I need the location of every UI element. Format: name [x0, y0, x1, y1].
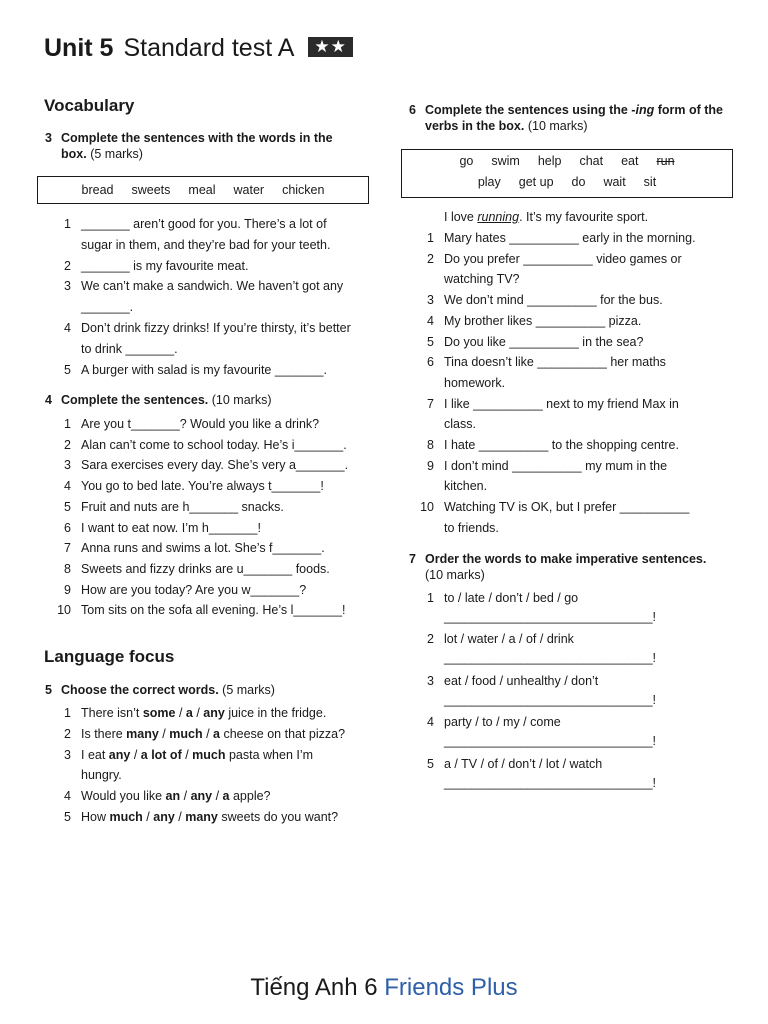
difficulty-stars: ★★: [308, 37, 352, 57]
item-text: _______ aren’t good for you. There’s a lot of: [81, 217, 327, 231]
item-number: 1: [427, 231, 434, 245]
item-number: 1: [427, 591, 434, 605]
answer-line: ______________________________!: [444, 692, 657, 707]
item-text: Fruit and nuts are h_______ snacks.: [81, 499, 284, 514]
item-number: 4: [427, 313, 434, 328]
word-box-row: [38, 183, 368, 197]
instruction-text: Complete the sentences.: [61, 393, 209, 407]
item-text-pre: Would you like: [81, 789, 166, 804]
option-separator: /: [130, 747, 141, 762]
option-separator: /: [181, 747, 193, 762]
box-word: go: [459, 154, 474, 168]
word-box-3: [37, 176, 369, 204]
marks-label: (5 marks): [90, 147, 143, 161]
exercise-3-instruction: [45, 130, 351, 162]
item-text: You go to bed late. You’re always t_______!: [81, 479, 324, 494]
option-word: much: [109, 810, 143, 824]
item-number: 5: [427, 756, 434, 771]
list-item-continuation: _______.: [81, 300, 134, 315]
item-number: 10: [420, 500, 434, 515]
box-word: sweets: [131, 183, 171, 197]
marks-label: (10 marks): [527, 119, 588, 133]
answer-line: ______________________________!: [444, 775, 657, 790]
option-word: a: [222, 789, 230, 804]
item-text-post: juice in the fridge.: [224, 706, 327, 720]
item-number: 1: [64, 217, 71, 231]
option-word: many: [185, 810, 218, 824]
box-word: water: [233, 183, 265, 197]
item-text: I hate __________ to the shopping centre.: [444, 438, 679, 452]
box-word: play: [477, 175, 501, 189]
exercise-4-instruction: [45, 392, 361, 408]
item-number: 1: [64, 417, 71, 431]
item-text: My brother likes __________ pizza.: [444, 313, 642, 328]
item-number: 9: [427, 458, 434, 473]
box-word: swim: [491, 154, 520, 168]
item-number: 3: [64, 747, 71, 762]
list-item-continuation: to drink _______.: [81, 341, 178, 356]
option-word: much: [192, 747, 226, 762]
item-number: 7: [64, 541, 71, 556]
item-text-pre: How: [81, 810, 110, 824]
instruction-text: Choose the correct words.: [61, 683, 219, 697]
item-text: Alan can’t come to school today. He’s i_______.: [81, 437, 347, 452]
exercise-number: 6: [409, 103, 416, 117]
box-word: eat: [621, 154, 639, 168]
item-text: We don’t mind __________ for the bus.: [444, 293, 663, 308]
item-number: 4: [64, 479, 71, 494]
footer-text: Tiếng Anh 6: [250, 974, 385, 1001]
box-word: do: [571, 175, 586, 189]
item-text: A burger with salad is my favourite _______.: [81, 362, 327, 377]
box-word: chicken: [282, 183, 325, 197]
item-text: I like __________ next to my friend Max in: [444, 396, 679, 411]
instruction-text: Complete the sentences with the words in the box.: [61, 131, 333, 161]
list-item-continuation: watching TV?: [444, 272, 520, 287]
list-item-continuation: hungry.: [81, 768, 122, 783]
exercise-5-instruction: [45, 682, 361, 698]
item-number: 2: [427, 632, 434, 647]
example-text: I love: [444, 210, 478, 224]
item-number: 4: [64, 789, 71, 804]
item-text: [81, 788, 271, 804]
example-word: running: [477, 210, 520, 224]
item-number: 2: [427, 251, 434, 266]
exercise-6-example: [444, 209, 648, 225]
item-number: 8: [64, 561, 71, 576]
option-separator: /: [192, 706, 204, 720]
word-box-row-2: [402, 175, 732, 189]
item-number: 2: [64, 437, 71, 452]
unit-label: Unit 5: [44, 34, 114, 62]
box-word: help: [537, 154, 562, 168]
box-word: get up: [518, 175, 554, 189]
example-text: . It’s my favourite sport.: [519, 210, 649, 224]
option-separator: /: [174, 810, 186, 824]
item-text-post: pasta when I’m: [225, 747, 314, 762]
instruction-text: Complete the sentences using the -: [425, 103, 636, 117]
option-word: a: [213, 726, 220, 741]
item-number: 4: [427, 715, 434, 730]
word-box-6: [401, 149, 733, 198]
list-item-continuation: class.: [444, 417, 476, 432]
option-word: a lot of: [140, 747, 182, 762]
box-word-struck: run: [656, 154, 675, 168]
list-item-continuation: kitchen.: [444, 479, 488, 494]
item-text: Anna runs and swims a lot. She’s f_______.: [81, 541, 325, 556]
option-separator: /: [180, 789, 191, 804]
box-word: wait: [603, 175, 626, 189]
list-item-continuation: to friends.: [444, 520, 499, 535]
item-text: Don’t drink fizzy drinks! If you’re thirsty, it’s better: [81, 321, 351, 335]
item-number: 6: [427, 355, 434, 370]
item-text: [81, 747, 313, 763]
item-text: [81, 726, 345, 742]
test-title: Standard test A: [123, 34, 295, 62]
list-item-continuation: homework.: [444, 375, 506, 390]
option-separator: /: [175, 706, 186, 720]
instruction-text: Order the words to make imperative sentences.: [425, 552, 707, 566]
item-number: 5: [427, 334, 434, 349]
exercise-7-instruction: [409, 551, 745, 583]
section-heading-vocabulary: Vocabulary: [44, 96, 135, 115]
item-number: 3: [64, 279, 71, 294]
option-word: some: [142, 706, 176, 720]
item-text-pre: I eat: [81, 747, 109, 762]
exercise-number: 5: [45, 683, 52, 697]
item-number: 3: [427, 673, 434, 688]
section-heading-language-focus: Language focus: [44, 647, 175, 666]
item-text: Mary hates __________ early in the morning.: [444, 231, 696, 245]
page-title: [44, 34, 353, 63]
item-text: [81, 809, 338, 825]
answer-line: ______________________________!: [444, 610, 657, 624]
item-text: How are you today? Are you w_______?: [81, 582, 307, 597]
item-number: 5: [64, 810, 71, 824]
item-text: We can’t make a sandwich. We haven’t got any: [81, 279, 344, 294]
option-word: any: [108, 747, 131, 762]
option-separator: /: [142, 810, 154, 824]
item-text: Do you like __________ in the sea?: [444, 334, 644, 349]
item-text: _______ is my favourite meat.: [81, 258, 249, 273]
exercise-6-instruction: [409, 102, 725, 134]
exercise-number: 4: [45, 393, 52, 407]
item-text: I want to eat now. I’m h_______!: [81, 520, 261, 535]
option-word: any: [153, 810, 175, 824]
item-text: Watching TV is OK, but I prefer __________: [444, 500, 690, 515]
item-text-post: apple?: [229, 789, 271, 804]
box-word: chat: [579, 154, 604, 168]
box-word: bread: [81, 183, 114, 197]
item-number: 3: [64, 458, 71, 473]
item-text-post: sweets do you want?: [217, 810, 339, 824]
item-text: party / to / my / come: [444, 715, 561, 730]
marks-label: (10 marks): [211, 393, 272, 407]
item-text-pre: There isn’t: [81, 706, 143, 720]
exercise-number: 3: [45, 131, 52, 145]
instruction-text: form of the verbs in the box.: [425, 103, 723, 133]
item-text: [81, 705, 326, 721]
instruction-ing: ing: [635, 103, 655, 117]
item-text: Tina doesn’t like __________ her maths: [444, 355, 666, 370]
item-number: 5: [64, 499, 71, 514]
item-number: 7: [427, 396, 434, 411]
item-number: 6: [64, 520, 71, 535]
item-number: 2: [64, 726, 71, 741]
item-text: Tom sits on the sofa all evening. He’s l_______!: [81, 603, 346, 618]
item-number: 10: [57, 603, 71, 618]
word-box-row-1: [402, 154, 732, 168]
item-text: a / TV / of / don’t / lot / watch: [444, 756, 603, 771]
item-number: 5: [64, 362, 71, 377]
item-number: 2: [64, 258, 71, 273]
option-word: any: [203, 706, 225, 720]
box-word: meal: [188, 183, 216, 197]
list-item-continuation: sugar in them, and they’re bad for your teeth.: [81, 237, 331, 252]
marks-label: (10 marks): [425, 568, 485, 582]
item-number: 9: [64, 582, 71, 597]
option-word: a: [185, 706, 193, 720]
item-text: Do you prefer __________ video games or: [444, 251, 682, 266]
item-number: 1: [64, 706, 71, 720]
option-word: much: [169, 726, 203, 741]
item-number: 8: [427, 438, 434, 452]
item-number: 4: [64, 321, 71, 335]
item-text: Are you t_______? Would you like a drink?: [81, 417, 320, 431]
item-text: lot / water / a / of / drink: [444, 632, 574, 647]
marks-label: (5 marks): [222, 683, 275, 697]
item-text: Sara exercises every day. She’s very a_______.: [81, 458, 349, 473]
option-separator: /: [212, 789, 223, 804]
answer-line: ______________________________!: [444, 651, 657, 666]
footer-brand: [0, 974, 768, 1002]
exercise-number: 7: [409, 552, 416, 566]
footer-brand-name: Friends Plus: [384, 974, 518, 1001]
option-separator: /: [202, 726, 214, 741]
option-separator: /: [158, 726, 170, 741]
item-text: eat / food / unhealthy / don’t: [444, 673, 599, 688]
option-word: many: [126, 726, 159, 741]
item-number: 3: [427, 293, 434, 308]
option-word: any: [190, 789, 213, 804]
answer-line: ______________________________!: [444, 734, 657, 749]
option-word: an: [165, 789, 181, 804]
box-word: sit: [643, 175, 657, 189]
item-text-pre: Is there: [81, 726, 127, 741]
item-text: Sweets and fizzy drinks are u_______ foods.: [81, 561, 330, 576]
item-text: to / late / don’t / bed / go: [444, 591, 579, 605]
item-text-post: cheese on that pizza?: [219, 726, 346, 741]
item-text: I don’t mind __________ my mum in the: [444, 458, 668, 473]
